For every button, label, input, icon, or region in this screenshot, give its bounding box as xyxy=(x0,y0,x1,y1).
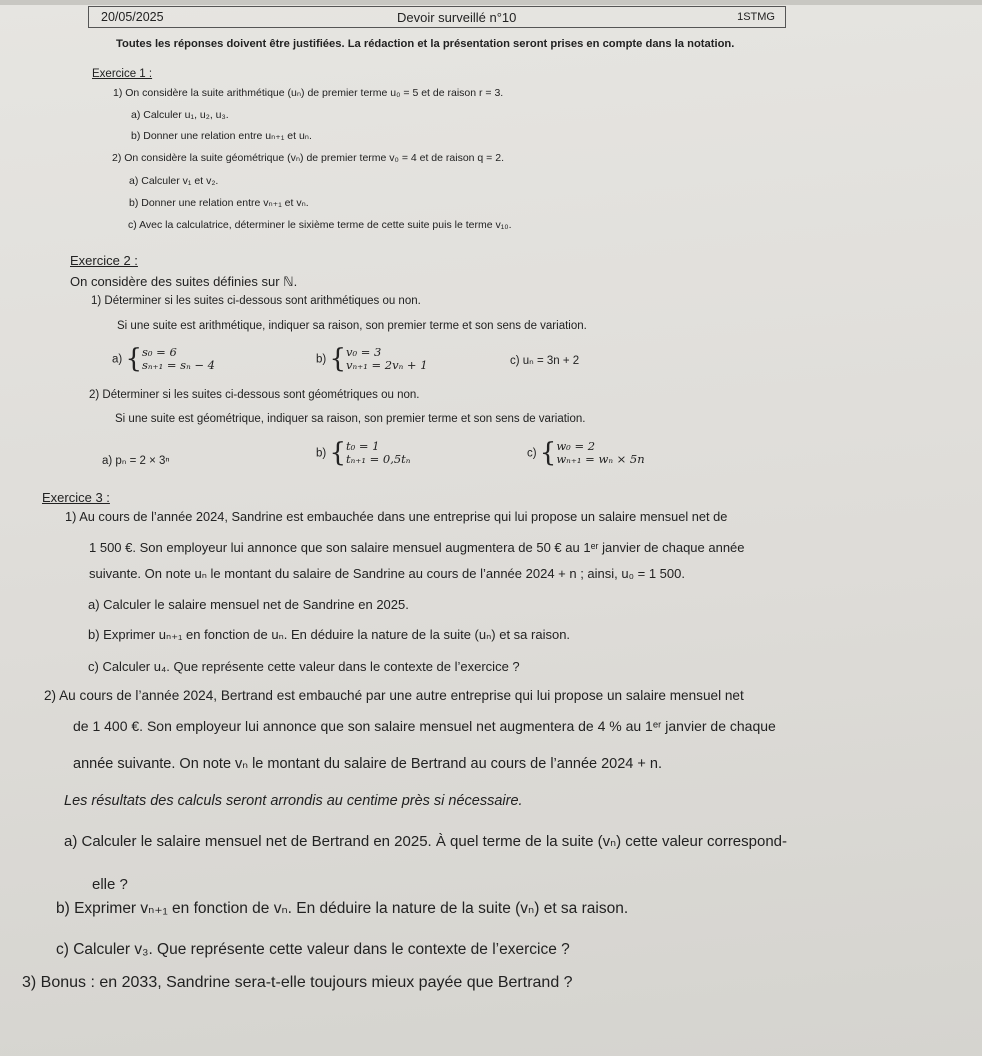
system-line-1: w₀ = 2 xyxy=(556,439,596,453)
exercise-3-title: Exercice 3 : xyxy=(42,490,110,505)
system-label: b) xyxy=(316,447,327,460)
ex2-system-1b xyxy=(316,344,428,375)
ex1-question-2: 2) On considère la suite géométrique (vₙ) de premier terme v₀ = 4 et de raison q = 2. xyxy=(112,152,504,164)
ex3-part-1-line-2: 1 500 €. Son employeur lui annonce que son salaire mensuel augmentera de 50 € au 1ᵉʳ janvier de chaque année xyxy=(89,540,745,555)
system-line-2: wₙ₊₁ = wₙ × 5n xyxy=(556,452,645,467)
ex1-question-1b: b) Donner une relation entre uₙ₊₁ et uₙ. xyxy=(131,130,312,142)
ex3-question-2b: b) Exprimer vₙ₊₁ en fonction de vₙ. En déduire la nature de la suite (vₙ) et sa raison. xyxy=(56,900,629,917)
ex3-bonus-question: 3) Bonus : en 2033, Sandrine sera-t-elle toujours mieux payée que Bertrand ? xyxy=(22,974,573,991)
ex3-question-2c: c) Calculer v₃. Que représente cette valeur dans le contexte de l’exercice ? xyxy=(56,941,570,958)
ex3-part-2-line-2: de 1 400 €. Son employeur lui annonce que son salaire mensuel net augmentera de 4 % au 1ᵉʳ janvier de chaque xyxy=(73,718,776,734)
system-line-2: tₙ₊₁ = 0,5tₙ xyxy=(345,452,411,467)
header-class: 1STMG xyxy=(737,11,775,23)
ex3-part-2-line-3: année suivante. On note vₙ le montant du salaire de Bertrand au cours de l’année 2024 + n. xyxy=(73,756,662,772)
exercise-2-title: Exercice 2 : xyxy=(70,253,138,268)
ex2-question-2: 2) Déterminer si les suites ci-dessous sont géométriques ou non. xyxy=(89,389,420,401)
system-label: b) xyxy=(316,353,327,366)
ex1-question-2c: c) Avec la calculatrice, déterminer le sixième terme de cette suite puis le terme v₁₀. xyxy=(128,219,512,231)
ex3-part-2-line-1: 2) Au cours de l’année 2024, Bertrand est embauché par une autre entreprise qui lui propose un salaire mensuel net xyxy=(44,688,744,703)
left-brace: { xyxy=(539,438,557,469)
ex3-question-2a-line-1: a) Calculer le salaire mensuel net de Bertrand en 2025. À quel terme de la suite (vₙ) cette valeur correspond- xyxy=(64,833,788,850)
header-title: Devoir surveillé n°10 xyxy=(397,9,517,25)
ex3-rounding-note: Les résultats des calculs seront arrondis au centime près si nécessaire. xyxy=(64,793,523,809)
ex3-question-1c: c) Calculer u₄. Que représente cette valeur dans le contexte de l’exercice ? xyxy=(88,659,520,674)
system-line-2: sₙ₊₁ = sₙ − 4 xyxy=(141,358,215,373)
ex2-system-1a xyxy=(112,344,215,375)
ex1-question-2b: b) Donner une relation entre vₙ₊₁ et vₙ. xyxy=(129,197,309,209)
system-line-1: t₀ = 1 xyxy=(345,439,380,453)
ex2-question-1-note: Si une suite est arithmétique, indiquer sa raison, son premier terme et son sens de variation. xyxy=(117,320,587,332)
system-label: a) xyxy=(112,353,123,366)
ex2-formula-2a: a) pₙ = 2 × 3ⁿ xyxy=(102,455,170,467)
intro-instructions: Toutes les réponses doivent être justifiées. La rédaction et la présentation seront prises en compte dans la notation. xyxy=(116,38,735,50)
ex2-question-1: 1) Déterminer si les suites ci-dessous sont arithmétiques ou non. xyxy=(91,295,421,307)
ex2-question-2-note: Si une suite est géométrique, indiquer sa raison, son premier terme et son sens de variation. xyxy=(115,413,586,425)
ex3-question-2a-line-2: elle ? xyxy=(92,876,128,893)
system-line-2: vₙ₊₁ = 2vₙ + 1 xyxy=(345,358,428,373)
ex3-part-1-line-1: 1) Au cours de l’année 2024, Sandrine est embauchée dans une entreprise qui lui propose un salaire mensuel net de xyxy=(65,509,728,524)
ex3-question-1a: a) Calculer le salaire mensuel net de Sandrine en 2025. xyxy=(88,597,409,612)
system-line-1: s₀ = 6 xyxy=(141,345,177,359)
ex3-part-1-line-3: suivante. On note uₙ le montant du salaire de Sandrine au cours de l’année 2024 + n ; ainsi, u₀ = 1 500. xyxy=(89,566,685,581)
ex2-system-2b xyxy=(316,438,411,469)
ex1-question-1: 1) On considère la suite arithmétique (uₙ) de premier terme u₀ = 5 et de raison r = 3. xyxy=(113,87,504,99)
ex2-intro: On considère des suites définies sur ℕ. xyxy=(70,274,298,289)
ex2-system-2c xyxy=(527,438,645,469)
ex1-question-1a: a) Calculer u₁, u₂, u₃. xyxy=(131,109,229,121)
ex1-question-2a: a) Calculer v₁ et v₂. xyxy=(129,175,219,187)
ex3-question-1b: b) Exprimer uₙ₊₁ en fonction de uₙ. En déduire la nature de la suite (uₙ) et sa raison. xyxy=(88,627,571,642)
exam-header xyxy=(88,6,786,28)
ex2-formula-1c: c) uₙ = 3n + 2 xyxy=(510,355,580,367)
top-edge xyxy=(0,0,982,5)
header-date: 20/05/2025 xyxy=(101,10,164,24)
system-line-1: v₀ = 3 xyxy=(345,345,382,359)
left-brace: { xyxy=(329,344,346,375)
system-label: c) xyxy=(527,447,537,460)
exercise-1-title: Exercice 1 : xyxy=(92,68,153,80)
left-brace: { xyxy=(329,438,346,469)
left-brace: { xyxy=(125,344,142,375)
